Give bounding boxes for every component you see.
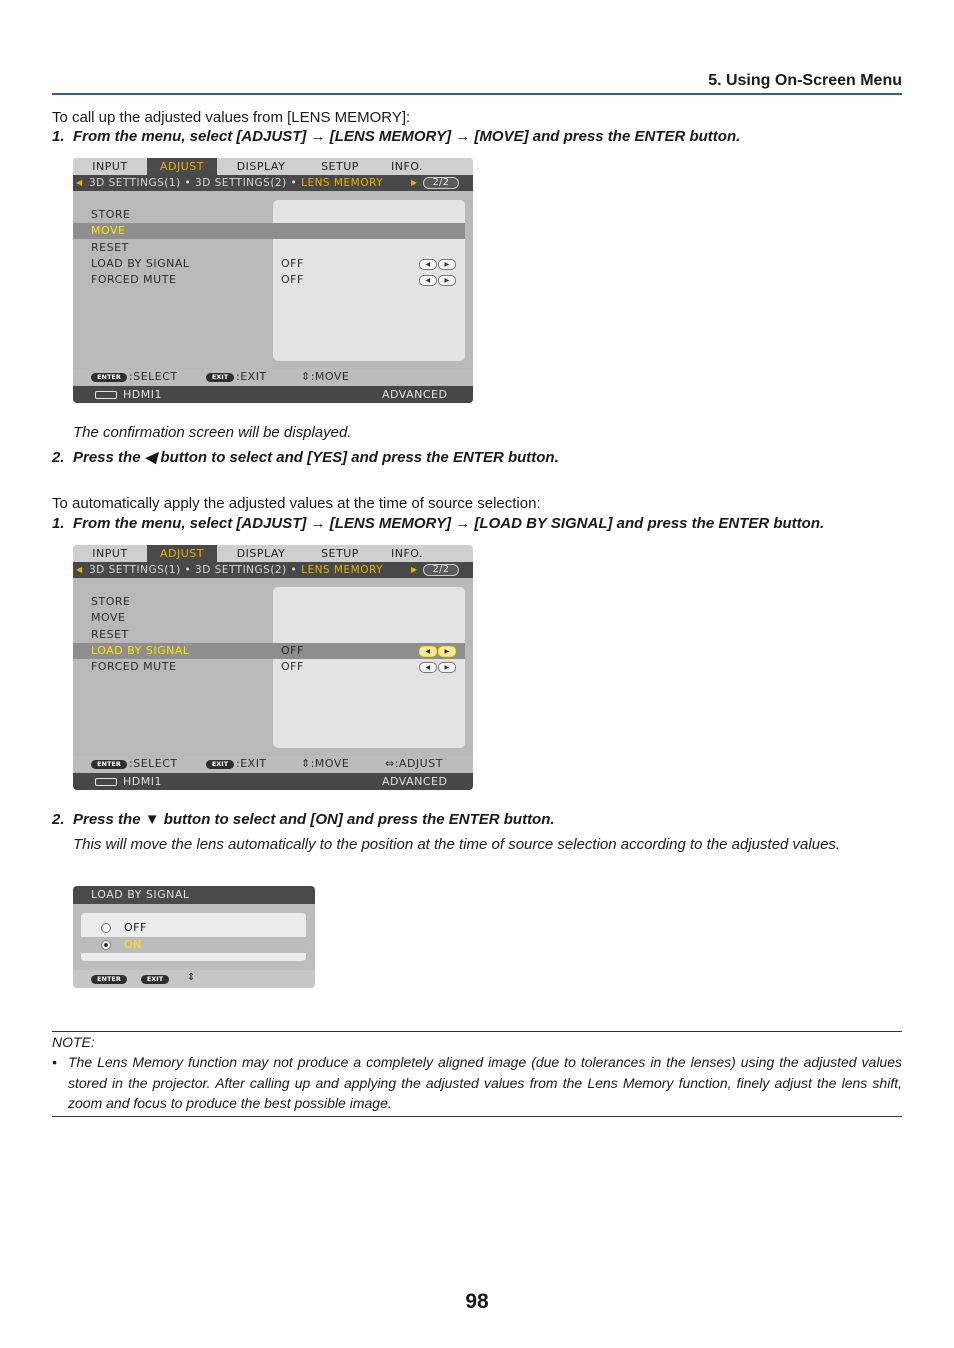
left-arrow-icon: ◀	[419, 259, 437, 270]
tab-display[interactable]: DISPLAY	[236, 160, 286, 173]
menu-item-load-by-signal[interactable]	[73, 643, 465, 659]
step-text: From the menu, select [ADJUST] → [LENS MEMORY] → [MOVE] and press the ENTER button.	[73, 128, 741, 145]
arrow-right-icon[interactable]: ▶	[411, 565, 418, 574]
left-right-control[interactable]	[419, 646, 455, 656]
enter-key-icon: ENTER	[91, 373, 127, 382]
help-exit: :EXIT	[236, 370, 267, 383]
step-number: 2.	[52, 811, 65, 828]
note-body	[52, 1052, 902, 1114]
hdmi-icon	[95, 778, 117, 786]
sub-tabs	[73, 562, 473, 578]
left-right-control[interactable]	[419, 259, 455, 269]
left-arrow-icon: ◀	[419, 646, 437, 657]
exit-key-icon: EXIT	[206, 373, 234, 382]
menu-mode: ADVANCED	[382, 775, 448, 788]
section1-step1	[52, 127, 740, 146]
option-label: OFF	[124, 921, 147, 934]
source-name: HDMI1	[123, 775, 162, 788]
item-label: FORCED MUTE	[91, 660, 177, 673]
tab-info[interactable]: INFO.	[390, 547, 423, 560]
step-number: 1.	[52, 128, 65, 145]
section1-intro: To call up the adjusted values from [LENS MEMORY]:	[52, 109, 411, 126]
item-label: LOAD BY SIGNAL	[91, 644, 190, 657]
step-text: Press the ▼ button to select and [ON] and press the ENTER button.	[73, 811, 555, 828]
step-text: Press the ◀ button to select and [YES] and press the ENTER button.	[73, 449, 559, 466]
dialog-help-bar	[73, 970, 315, 988]
hdmi-icon	[95, 391, 117, 399]
left-right-control[interactable]	[419, 275, 455, 285]
item-value: OFF	[281, 660, 304, 673]
load-by-signal-dialog	[73, 886, 315, 988]
help-select: :SELECT	[129, 757, 178, 770]
help-move: ⇕:MOVE	[301, 370, 350, 383]
tab-display[interactable]: DISPLAY	[236, 547, 286, 560]
osd-menu-load-by-signal	[73, 545, 473, 790]
menu-item-store[interactable]	[73, 594, 465, 610]
note-text: The Lens Memory function may not produce a completely aligned image (due to tolerances in the lenses) using the adjusted values stored in the projector. After calling up and applying the adjusted values from the Lens Memory function, finely adjust the lens shift, zoom and focus to produce the best possible image.	[68, 1054, 902, 1111]
tab-setup[interactable]: SETUP	[321, 547, 359, 560]
arrow-left-icon[interactable]: ◀	[76, 565, 83, 574]
item-label: RESET	[91, 628, 129, 641]
menu-tabs	[73, 545, 473, 562]
status-bar	[73, 386, 473, 403]
step-number: 1.	[52, 515, 65, 532]
help-exit: :EXIT	[236, 757, 267, 770]
section2-step1	[52, 514, 824, 533]
exit-key-icon: EXIT	[141, 975, 169, 984]
menu-item-reset[interactable]	[73, 240, 465, 256]
section1-caption: The confirmation screen will be displayed.	[73, 424, 352, 441]
bullet: •	[52, 1054, 57, 1070]
menu-item-reset[interactable]	[73, 627, 465, 643]
tab-input[interactable]: INPUT	[92, 160, 128, 173]
help-select: :SELECT	[129, 370, 178, 383]
menu-item-forced-mute[interactable]	[73, 272, 465, 288]
up-down-icon: ⇕	[187, 972, 196, 983]
item-value: OFF	[281, 257, 304, 270]
tab-setup[interactable]: SETUP	[321, 160, 359, 173]
left-arrow-icon: ◀	[419, 275, 437, 286]
section1-step2	[52, 448, 559, 467]
note-title: NOTE:	[52, 1034, 95, 1050]
tab-input[interactable]: INPUT	[92, 547, 128, 560]
note-bottom-rule	[52, 1116, 902, 1117]
sub-tab-list[interactable]: 3D SETTINGS(1) • 3D SETTINGS(2) •	[89, 177, 302, 189]
help-adjust: ⇔:ADJUST	[385, 757, 443, 770]
sub-tab-current[interactable]: LENS MEMORY	[301, 177, 383, 189]
header-rule	[52, 93, 902, 95]
right-arrow-icon: ▶	[438, 275, 456, 286]
section2-caption: This will move the lens automatically to the position at the time of source selection according to the adjusted values.	[73, 836, 841, 853]
sub-tabs	[73, 175, 473, 191]
option-off[interactable]	[81, 920, 306, 936]
osd-menu-move	[73, 158, 473, 403]
dialog-title: LOAD BY SIGNAL	[91, 888, 190, 901]
item-value: OFF	[281, 644, 304, 657]
page-number: 98	[465, 1290, 489, 1313]
left-arrow-icon: ◀	[419, 662, 437, 673]
radio-off-icon	[101, 923, 111, 933]
help-bar	[73, 369, 473, 385]
option-on[interactable]	[81, 937, 306, 953]
item-label: FORCED MUTE	[91, 273, 177, 286]
arrow-right-icon[interactable]: ▶	[411, 178, 418, 187]
menu-item-forced-mute[interactable]	[73, 659, 465, 675]
note-top-rule	[52, 1031, 902, 1032]
radio-on-icon	[101, 940, 111, 950]
item-label: STORE	[91, 595, 131, 608]
exit-key-icon: EXIT	[206, 760, 234, 769]
left-right-control[interactable]	[419, 662, 455, 672]
page-indicator: 2/2	[423, 177, 459, 189]
source-name: HDMI1	[123, 388, 162, 401]
item-label: RESET	[91, 241, 129, 254]
enter-key-icon: ENTER	[91, 975, 127, 984]
section2-step2	[52, 810, 555, 829]
arrow-left-icon[interactable]: ◀	[76, 178, 83, 187]
right-arrow-icon: ▶	[438, 259, 456, 270]
item-label: LOAD BY SIGNAL	[91, 257, 190, 270]
tab-adjust[interactable]: ADJUST	[147, 545, 217, 562]
help-move: ⇕:MOVE	[301, 757, 350, 770]
help-bar	[73, 756, 473, 772]
menu-item-move[interactable]	[73, 223, 465, 239]
item-label: STORE	[91, 208, 131, 221]
item-value: OFF	[281, 273, 304, 286]
step-text: From the menu, select [ADJUST] → [LENS MEMORY] → [LOAD BY SIGNAL] and press the ENTER button.	[73, 515, 825, 532]
menu-item-store[interactable]	[73, 207, 465, 223]
item-label: MOVE	[91, 224, 126, 237]
right-arrow-icon: ▶	[438, 662, 456, 673]
step-number: 2.	[52, 449, 65, 466]
menu-item-load-by-signal[interactable]	[73, 256, 465, 272]
tab-info[interactable]: INFO.	[390, 160, 423, 173]
menu-item-move[interactable]	[73, 610, 465, 626]
sub-tab-current[interactable]: LENS MEMORY	[301, 564, 383, 576]
sub-tab-list[interactable]: 3D SETTINGS(1) • 3D SETTINGS(2) •	[89, 564, 302, 576]
status-bar	[73, 773, 473, 790]
right-arrow-icon: ▶	[438, 646, 456, 657]
dialog-title-bar	[73, 886, 315, 904]
page-indicator: 2/2	[423, 564, 459, 576]
menu-mode: ADVANCED	[382, 388, 448, 401]
enter-key-icon: ENTER	[91, 760, 127, 769]
menu-tabs	[73, 158, 473, 175]
option-label: ON	[124, 938, 142, 951]
tab-adjust[interactable]: ADJUST	[147, 158, 217, 175]
chapter-title: 5. Using On-Screen Menu	[708, 72, 902, 89]
section2-intro: To automatically apply the adjusted values at the time of source selection:	[52, 495, 541, 512]
item-label: MOVE	[91, 611, 126, 624]
